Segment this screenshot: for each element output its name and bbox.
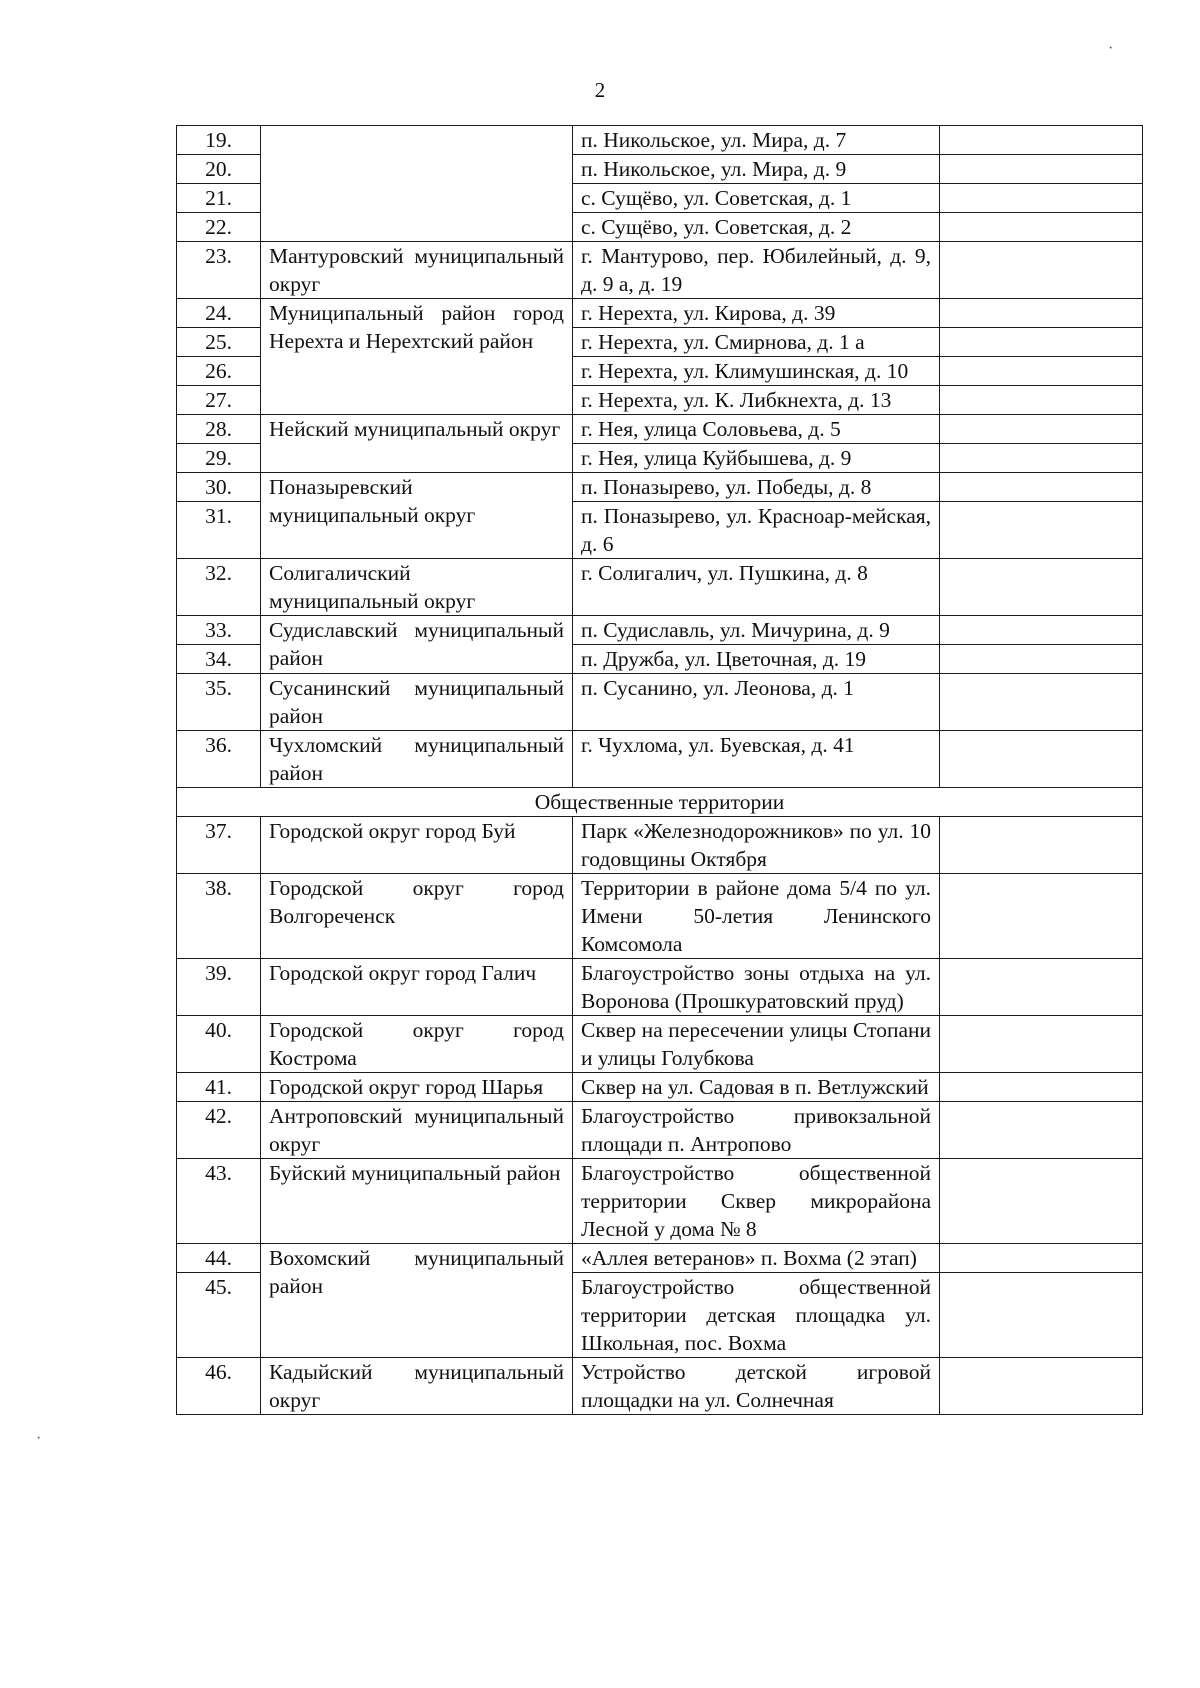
row-number: 44. xyxy=(177,1244,261,1273)
address-cell: п. Сусанино, ул. Леонова, д. 1 xyxy=(573,674,940,731)
status-cell xyxy=(940,616,1143,645)
status-cell xyxy=(940,242,1143,299)
address-cell: г. Солигалич, ул. Пушкина, д. 8 xyxy=(573,559,940,616)
address-cell: г. Нерехта, ул. Климушинская, д. 10 xyxy=(573,357,940,386)
status-cell xyxy=(940,959,1143,1016)
row-number: 32. xyxy=(177,559,261,616)
district-cell: Кадыйский муниципальный округ xyxy=(261,1358,573,1415)
district-cell xyxy=(261,126,573,242)
address-cell: п. Дружба, ул. Цветочная, д. 19 xyxy=(573,645,940,674)
district-cell: Буйский муниципальный район xyxy=(261,1159,573,1244)
address-cell: Сквер на ул. Садовая в п. Ветлужский xyxy=(573,1073,940,1102)
row-number: 40. xyxy=(177,1016,261,1073)
row-number: 19. xyxy=(177,126,261,155)
district-cell: Нейский муниципальный округ xyxy=(261,415,573,473)
district-cell: Городской округ город Волгореченск xyxy=(261,874,573,959)
row-number: 29. xyxy=(177,444,261,473)
address-cell: г. Чухлома, ул. Буевская, д. 41 xyxy=(573,731,940,788)
row-number: 27. xyxy=(177,386,261,415)
status-cell xyxy=(940,444,1143,473)
scan-speck: · xyxy=(1108,40,1114,57)
address-cell: «Аллея ветеранов» п. Вохма (2 этап) xyxy=(573,1244,940,1273)
status-cell xyxy=(940,184,1143,213)
status-cell xyxy=(940,386,1143,415)
row-number: 38. xyxy=(177,874,261,959)
section-heading: Общественные территории xyxy=(177,788,1143,817)
status-cell xyxy=(940,645,1143,674)
district-cell: Судиславский муниципальный район xyxy=(261,616,573,674)
row-number: 24. xyxy=(177,299,261,328)
table-row xyxy=(177,616,1143,645)
district-cell: Городской округ город Шарья xyxy=(261,1073,573,1102)
status-cell xyxy=(940,731,1143,788)
address-cell: Устройство детской игровой площадки на ул. Солнечная xyxy=(573,1358,940,1415)
table-row xyxy=(177,473,1143,502)
row-number: 31. xyxy=(177,502,261,559)
table-row xyxy=(177,959,1143,1016)
district-cell: Городской округ город Буй xyxy=(261,817,573,874)
address-cell: п. Поназырево, ул. Красноар-мейская, д. 6 xyxy=(573,502,940,559)
row-number: 41. xyxy=(177,1073,261,1102)
status-cell xyxy=(940,299,1143,328)
district-cell: Вохомский муниципальный район xyxy=(261,1244,573,1358)
table-row xyxy=(177,1073,1143,1102)
address-cell: Сквер на пересечении улицы Стопани и улицы Голубкова xyxy=(573,1016,940,1073)
table-row xyxy=(177,415,1143,444)
scan-speck: · xyxy=(36,1430,42,1447)
address-cell: с. Сущёво, ул. Советская, д. 2 xyxy=(573,213,940,242)
table-row xyxy=(177,1159,1143,1244)
address-cell: г. Нерехта, ул. К. Либкнехта, д. 13 xyxy=(573,386,940,415)
row-number: 42. xyxy=(177,1102,261,1159)
address-cell: Территории в районе дома 5/4 по ул. Имени 50-летия Ленинского Комсомола xyxy=(573,874,940,959)
row-number: 37. xyxy=(177,817,261,874)
objects-table xyxy=(176,125,1143,1415)
district-cell: Муниципальный район город Нерехта и Нерехтский район xyxy=(261,299,573,415)
status-cell xyxy=(940,817,1143,874)
table-row xyxy=(177,299,1143,328)
status-cell xyxy=(940,1102,1143,1159)
status-cell xyxy=(940,559,1143,616)
status-cell xyxy=(940,1073,1143,1102)
status-cell xyxy=(940,1016,1143,1073)
address-cell: п. Поназырево, ул. Победы, д. 8 xyxy=(573,473,940,502)
status-cell xyxy=(940,1159,1143,1244)
address-cell: Благоустройство общественной территории Сквер микрорайона Лесной у дома № 8 xyxy=(573,1159,940,1244)
table-row xyxy=(177,1016,1143,1073)
table-row xyxy=(177,817,1143,874)
status-cell xyxy=(940,213,1143,242)
district-cell: Городской округ город Кострома xyxy=(261,1016,573,1073)
row-number: 39. xyxy=(177,959,261,1016)
status-cell xyxy=(940,874,1143,959)
address-cell: п. Судиславль, ул. Мичурина, д. 9 xyxy=(573,616,940,645)
table-row xyxy=(177,1244,1143,1273)
address-cell: г. Нерехта, ул. Кирова, д. 39 xyxy=(573,299,940,328)
row-number: 46. xyxy=(177,1358,261,1415)
status-cell xyxy=(940,502,1143,559)
table-row xyxy=(177,1358,1143,1415)
row-number: 34. xyxy=(177,645,261,674)
status-cell xyxy=(940,415,1143,444)
district-cell: Поназыревский муниципальный округ xyxy=(261,473,573,559)
status-cell xyxy=(940,473,1143,502)
address-cell: Благоустройство привокзальной площади п. Антропово xyxy=(573,1102,940,1159)
row-number: 36. xyxy=(177,731,261,788)
page-number: 2 xyxy=(594,78,606,102)
table-row xyxy=(177,874,1143,959)
table-row xyxy=(177,126,1143,155)
status-cell xyxy=(940,126,1143,155)
district-cell: Мантуровский муниципальный округ xyxy=(261,242,573,299)
row-number: 26. xyxy=(177,357,261,386)
status-cell xyxy=(940,1244,1143,1273)
status-cell xyxy=(940,328,1143,357)
table-row xyxy=(177,242,1143,299)
row-number: 30. xyxy=(177,473,261,502)
address-cell: г. Нея, улица Соловьева, д. 5 xyxy=(573,415,940,444)
row-number: 33. xyxy=(177,616,261,645)
district-cell: Солигаличский муниципальный округ xyxy=(261,559,573,616)
table-row xyxy=(177,559,1143,616)
status-cell xyxy=(940,674,1143,731)
district-cell: Антроповский муниципальный округ xyxy=(261,1102,573,1159)
district-cell: Чухломский муниципальный район xyxy=(261,731,573,788)
row-number: 23. xyxy=(177,242,261,299)
status-cell xyxy=(940,1358,1143,1415)
table-row xyxy=(177,674,1143,731)
address-cell: г. Мантурово, пер. Юбилейный, д. 9, д. 9 а, д. 19 xyxy=(573,242,940,299)
row-number: 25. xyxy=(177,328,261,357)
district-cell: Городской округ город Галич xyxy=(261,959,573,1016)
address-cell: с. Сущёво, ул. Советская, д. 1 xyxy=(573,184,940,213)
row-number: 21. xyxy=(177,184,261,213)
section-row xyxy=(177,788,1143,817)
address-cell: г. Нерехта, ул. Смирнова, д. 1 а xyxy=(573,328,940,357)
district-cell: Сусанинский муниципальный район xyxy=(261,674,573,731)
address-cell: г. Нея, улица Куйбышева, д. 9 xyxy=(573,444,940,473)
row-number: 45. xyxy=(177,1273,261,1358)
row-number: 43. xyxy=(177,1159,261,1244)
row-number: 22. xyxy=(177,213,261,242)
table-row xyxy=(177,1102,1143,1159)
address-cell: п. Никольское, ул. Мира, д. 9 xyxy=(573,155,940,184)
address-cell: Парк «Железнодорожников» по ул. 10 годовщины Октября xyxy=(573,817,940,874)
status-cell xyxy=(940,1273,1143,1358)
address-cell: п. Никольское, ул. Мира, д. 7 xyxy=(573,126,940,155)
row-number: 20. xyxy=(177,155,261,184)
row-number: 28. xyxy=(177,415,261,444)
row-number: 35. xyxy=(177,674,261,731)
address-cell: Благоустройство зоны отдыха на ул. Воронова (Прошкуратовский пруд) xyxy=(573,959,940,1016)
status-cell xyxy=(940,357,1143,386)
address-cell: Благоустройство общественной территории детская площадка ул. Школьная, пос. Вохма xyxy=(573,1273,940,1358)
status-cell xyxy=(940,155,1143,184)
table-row xyxy=(177,731,1143,788)
